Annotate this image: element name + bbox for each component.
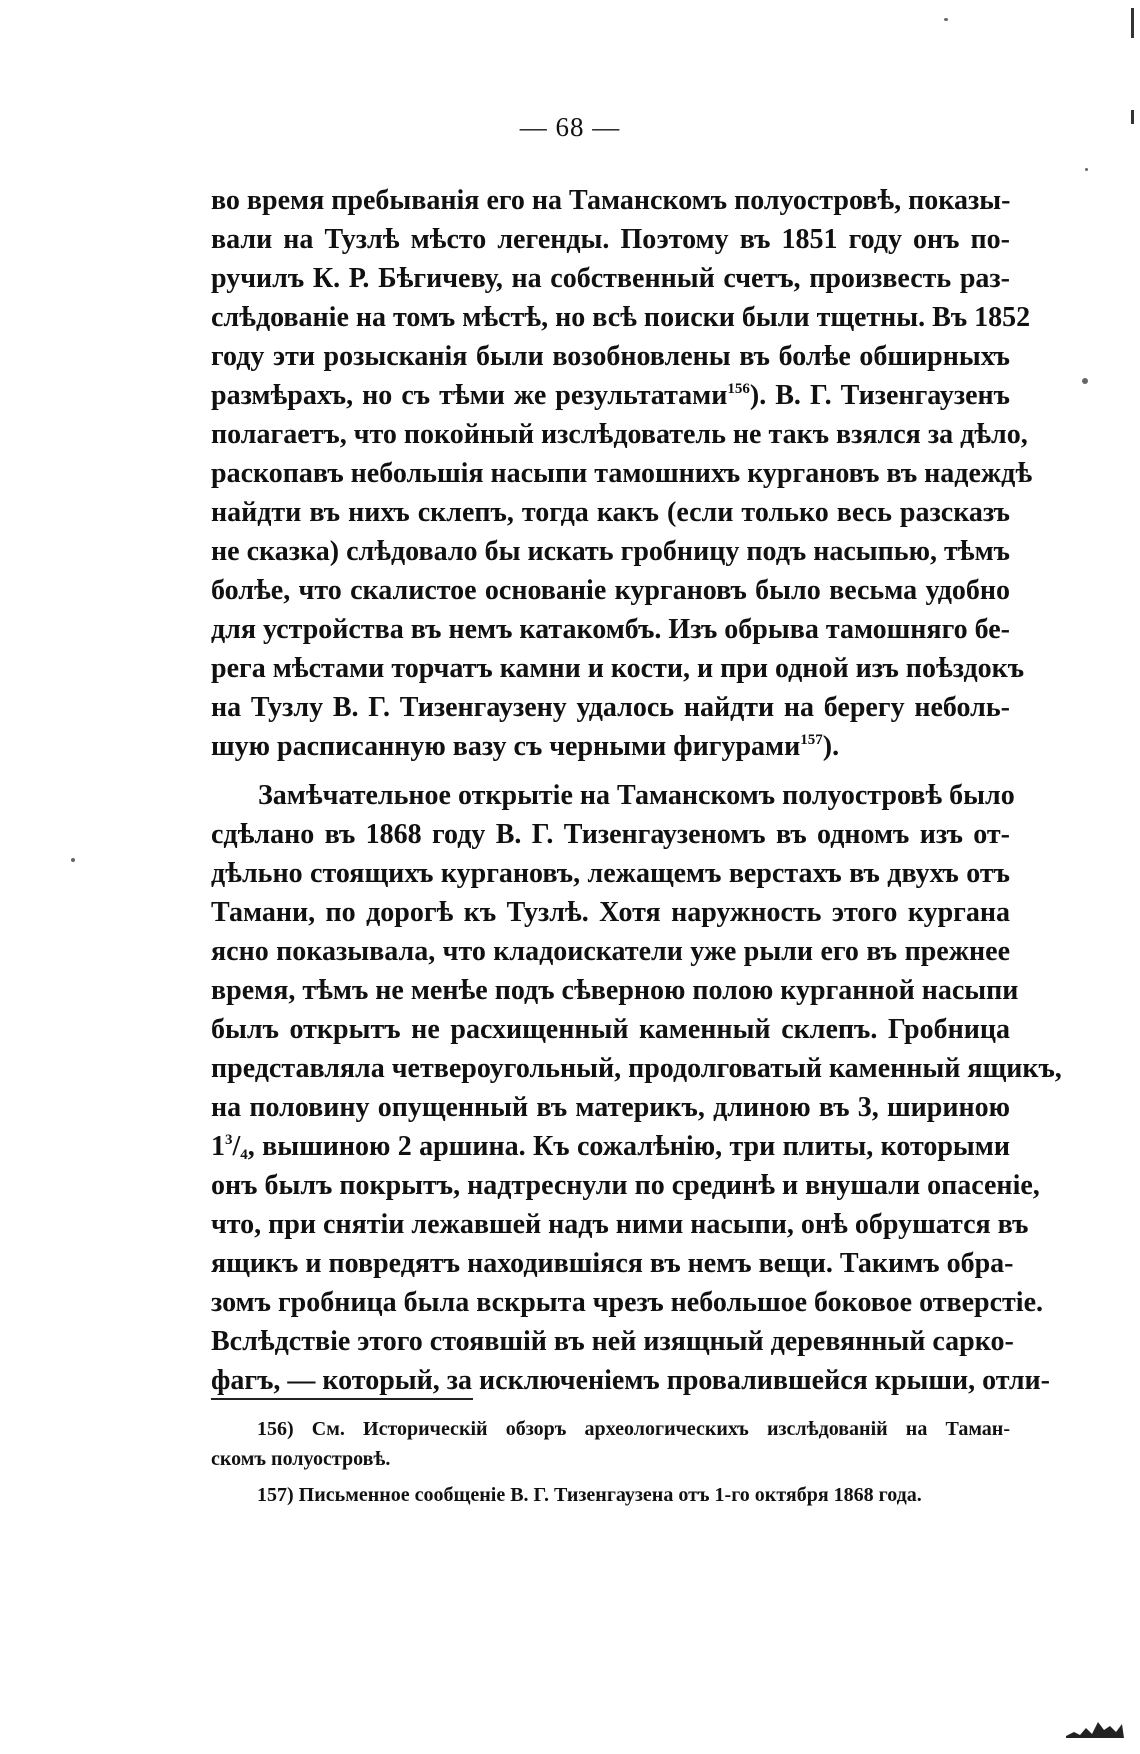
scan-speck: [1082, 378, 1088, 384]
scan-speck: [944, 18, 948, 21]
fraction-denominator: 4: [240, 1147, 248, 1163]
paragraph-1: [211, 181, 1033, 766]
text-line: вали на Тузлѣ мѣсто легенды. Поэтому въ 1851 году онъ по-: [211, 224, 1010, 255]
footnote-ref-156[interactable]: 156: [727, 381, 750, 397]
scan-corner-artifact: [1064, 1710, 1126, 1740]
text-line: полагаетъ, что покойный изслѣдователь не такъ взялся за дѣло,: [211, 419, 1028, 450]
footnote-ref-157[interactable]: 157: [800, 732, 823, 748]
text-line: во время пребыванія его на Таманскомъ полуостровѣ, показы-: [211, 185, 1011, 216]
scan-speck: [71, 858, 75, 862]
text-line: болѣе, что скалистое основаніе кургановъ было весьма удобно: [211, 575, 1010, 606]
text-line: дѣльно стоящихъ кургановъ, лежащемъ верстахъ въ двухъ отъ: [211, 858, 1010, 889]
footnote-separator: [211, 1398, 473, 1400]
scan-edge-mark: [1131, 8, 1134, 38]
text-line-with-footnote-ref: шую расписанную вазу съ черными фигурами$^{157}$).: [211, 731, 840, 762]
text-line: Вслѣдствіе этого стоявшій въ ней изящный деревянный сарко-: [211, 1326, 1014, 1357]
text-line: на половину опущенный въ материкъ, длиною въ 3, шириною: [211, 1092, 1010, 1123]
page-number: — 68 —: [519, 112, 621, 142]
text-line: былъ открытъ не расхищенный каменный склепъ. Гробница: [211, 1014, 1010, 1045]
text-line: что, при снятіи лежавшей надъ ними насыпи, онѣ обрушатся въ: [211, 1209, 1029, 1240]
footnote-line: 157) Письменное сообщеніе В. Г. Тизенгаузена отъ 1-го октября 1868 года.: [257, 1484, 922, 1506]
text-line: ясно показывала, что кладоискатели уже рыли его въ прежнее: [211, 936, 1010, 967]
text-line: на Тузлу В. Г. Тизенгаузену удалось найдти на берегу неболь-: [211, 692, 1010, 723]
text-line: слѣдованіе на томъ мѣстѣ, но всѣ поиски были тщетны. Въ 1852: [211, 302, 1031, 333]
text-line: онъ былъ покрытъ, надтреснули по срединѣ и внушали опасеніе,: [211, 1170, 1040, 1201]
footnote-156: [211, 1414, 1010, 1474]
text-line: представляла четвероугольный, продолговатый каменный ящикъ,: [211, 1053, 1062, 1084]
text-line: Тамани, по дорогѣ къ Тузлѣ. Хотя наружность этого кургана: [211, 897, 1010, 928]
text-line: ящикъ и повредятъ находившіяся въ немъ вещи. Такимъ обра-: [211, 1248, 1014, 1279]
text-line: Замѣчательное открытіе на Таманскомъ полуостровѣ было: [258, 780, 1015, 811]
text-line: раскопавъ небольшія насыпи тамошнихъ кургановъ въ надеждѣ: [211, 458, 1033, 489]
text-line: зомъ гробница была вскрыта чрезъ небольшое боковое отверстіе.: [211, 1287, 1044, 1318]
paragraph-2: [211, 776, 1062, 1400]
text-line: не сказка) слѣдовало бы искать гробницу подъ насыпью, тѣмъ: [211, 536, 1010, 567]
text-line: для устройства въ немъ катакомбъ. Изъ обрыва тамошняго бе-: [211, 614, 1010, 645]
fraction-numerator: 3: [225, 1132, 233, 1148]
text-line-with-fraction: $1^3/_4$, вышиною 2 аршина. Къ сожалѣнію, три плиты, которыми: [211, 1131, 1010, 1163]
scan-speck: [1085, 168, 1088, 171]
text-line: фагъ, — который, за исключеніемъ провалившейся крыши, отли-: [211, 1365, 1051, 1396]
text-line-with-footnote-ref: размѣрахъ, но съ тѣми же результатами$^{156}$). В. Г. Тизенгаузенъ: [211, 380, 1010, 411]
footnote-157: [211, 1480, 1010, 1510]
text-line: найдти въ нихъ склепъ, тогда какъ (если только весь разсказъ: [211, 497, 1010, 528]
text-line: сдѣлано въ 1868 году В. Г. Тизенгаузеномъ въ одномъ изъ от-: [211, 819, 1010, 850]
footnotes: [211, 1414, 1010, 1510]
text-line: время, тѣмъ не менѣе подъ сѣверною полою курганной насыпи: [211, 975, 1019, 1006]
body-text: [211, 181, 1062, 1400]
scan-edge-mark: [1131, 110, 1134, 124]
text-line: году эти розысканія были возобновлены въ болѣе обширныхъ: [211, 341, 1010, 372]
footnote-line: скомъ полуостровѣ.: [211, 1448, 391, 1470]
footnote-line: 156) См. Историческій обзоръ археологическихъ изслѣдованій на Таман-: [257, 1418, 1010, 1440]
text-line: ручилъ К. Р. Бѣгичеву, на собственный счетъ, произвесть раз-: [211, 263, 1010, 294]
text-line: рега мѣстами торчатъ камни и кости, и при одной изъ поѣздокъ: [211, 653, 1025, 684]
